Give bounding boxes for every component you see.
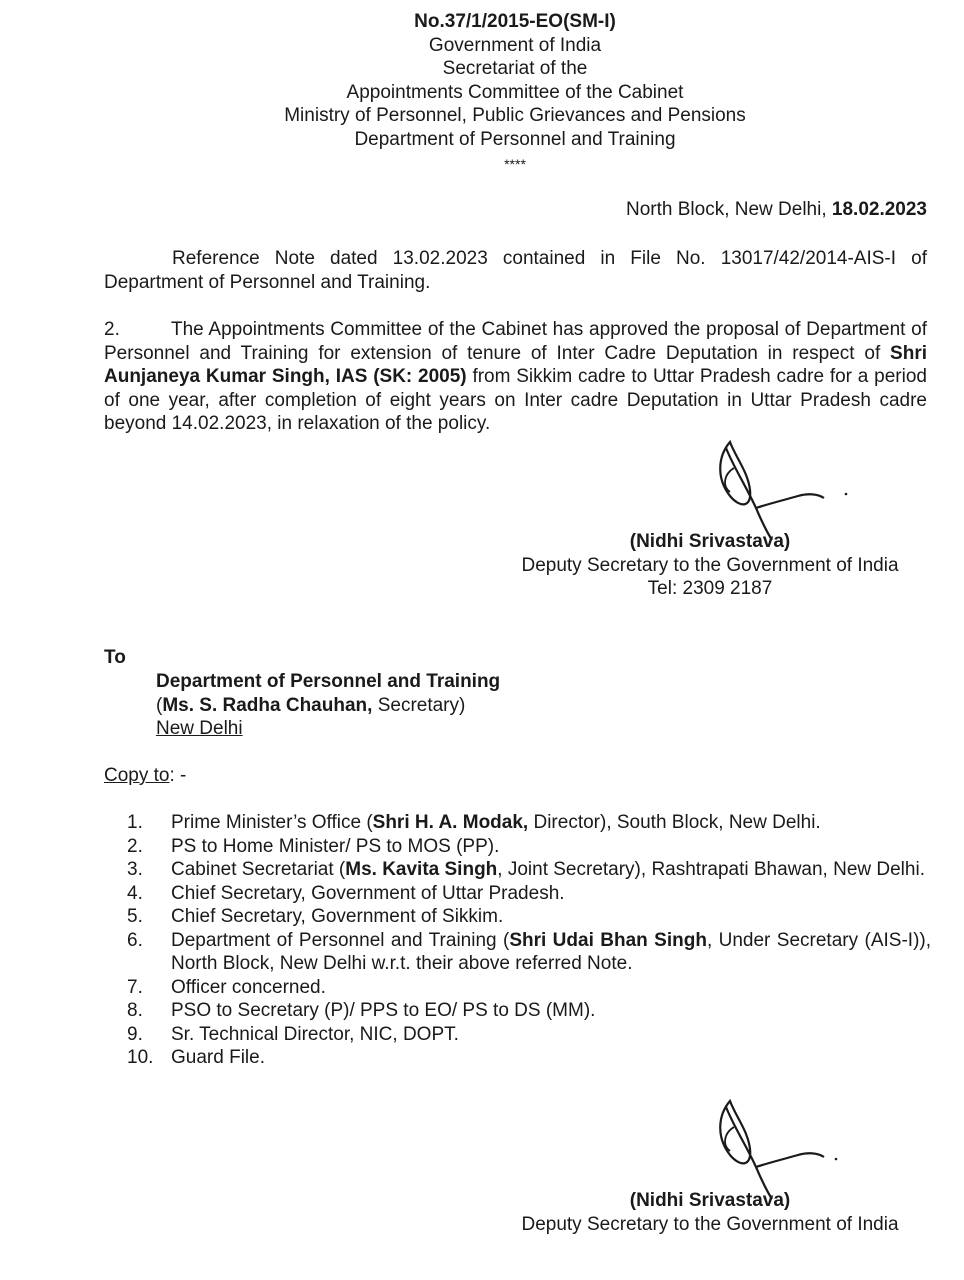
addressee-person: Ms. S. Radha Chauhan, <box>162 694 373 716</box>
header-stars: **** <box>504 156 526 172</box>
copy-to-heading <box>104 764 186 788</box>
signature-scribble-2 <box>700 1097 860 1202</box>
list-item <box>127 835 931 859</box>
list-item-number: 8. <box>127 1000 143 1021</box>
file-number: No.37/1/2015-EO(SM-I) <box>414 11 616 32</box>
addressee-city: New Delhi <box>156 718 243 739</box>
signature-block-1 <box>505 530 915 601</box>
list-item <box>127 882 931 906</box>
signature-block-2 <box>505 1189 915 1236</box>
signatory-name: (Nidhi Srivastava) <box>629 531 791 552</box>
header-line-secretariat: Secretariat of the <box>442 58 588 79</box>
copy-to-suffix: : - <box>169 765 187 786</box>
list-item <box>127 1023 931 1047</box>
list-item-text: Department of Personnel and Training (Shri Udai Bhan Singh, Under Secretary (AIS-I)), North Block, New Delhi w.r.t. their above referred Note. <box>171 929 931 974</box>
letterhead <box>0 10 964 177</box>
paragraph-approval <box>104 318 927 436</box>
addressee-department: Department of Personnel and Training <box>156 671 501 692</box>
list-item-number: 7. <box>127 976 143 998</box>
list-item <box>127 858 931 882</box>
addressee <box>156 670 500 741</box>
dateline <box>626 198 927 222</box>
paragraph-reference-text: Reference Note dated 13.02.2023 contained in File No. 13017/42/2014-AIS-I of Department of Personnel and Training. <box>104 248 927 293</box>
list-item <box>127 929 931 976</box>
paragraph-approval-part1: The Appointments Committee of the Cabinet has approved the proposal of Department of Personnel and Training for extension of tenure of Inter Cadre Deputation in respect of <box>104 319 927 364</box>
list-item <box>127 811 931 835</box>
dateline-place: North Block, New Delhi, <box>626 199 832 220</box>
list-item-number: 1. <box>127 812 143 833</box>
paragraph-number: 2. <box>104 319 120 340</box>
list-item-text: Chief Secretary, Government of Uttar Pradesh. <box>171 882 565 904</box>
header-line-acc: Appointments Committee of the Cabinet <box>346 81 684 103</box>
list-item-number: 6. <box>127 929 143 951</box>
list-item <box>127 905 931 929</box>
signatory-name: (Nidhi Srivastava) <box>629 1190 791 1211</box>
list-item-text: Prime Minister’s Office (Shri H. A. Modak, Director), South Block, New Delhi. <box>171 812 821 833</box>
officer-name: Shri Aunjaneya Kumar Singh, IAS (SK: 2005) <box>104 342 927 387</box>
copy-to-label: Copy to <box>104 765 170 786</box>
list-item-number: 2. <box>127 835 143 857</box>
list-item-number: 9. <box>127 1023 143 1045</box>
list-item-number: 4. <box>127 882 143 904</box>
to-label: To <box>104 647 126 668</box>
list-item-text: PSO to Secretary (P)/ PPS to EO/ PS to DS (MM). <box>171 1000 596 1021</box>
list-item-text: Sr. Technical Director, NIC, DOPT. <box>171 1023 459 1045</box>
list-item-number: 5. <box>127 906 143 927</box>
dateline-date: 18.02.2023 <box>831 199 927 220</box>
addressee-open-paren: ( <box>156 694 163 716</box>
list-item-text: Cabinet Secretariat (Ms. Kavita Singh, Joint Secretary), Rashtrapati Bhawan, New Delhi. <box>171 859 925 880</box>
copy-to-list <box>127 811 931 1070</box>
paragraph-reference <box>104 247 927 294</box>
list-item <box>127 999 931 1023</box>
signature-scribble-1 <box>700 438 860 543</box>
signatory-designation: Deputy Secretary to the Government of India <box>521 1213 899 1235</box>
list-item <box>127 1046 931 1070</box>
list-item-number: 3. <box>127 859 143 880</box>
list-item-number: 10. <box>127 1047 154 1068</box>
header-line-department: Department of Personnel and Training <box>354 128 676 150</box>
list-item-text: Guard File. <box>171 1047 265 1068</box>
signatory-telephone: Tel: 2309 2187 <box>647 578 773 599</box>
header-line-government: Government of India <box>428 34 602 56</box>
list-item-text: PS to Home Minister/ PS to MOS (PP). <box>171 835 500 857</box>
list-item <box>127 976 931 1000</box>
addressee-person-role: Secretary) <box>372 694 466 716</box>
paragraph-approval-part2: from Sikkim cadre to Uttar Pradesh cadre for a period of one year, after completion of eight years on Inter cadre Deputation in Uttar Pradesh cadre beyond 14.02.2023, in relaxation of the policy. <box>104 366 927 434</box>
addressee-person-line <box>156 694 500 718</box>
list-item-text: Chief Secretary, Government of Sikkim. <box>171 906 504 927</box>
list-item-text: Officer concerned. <box>171 976 326 998</box>
header-line-ministry: Ministry of Personnel, Public Grievances and Pensions <box>284 105 746 126</box>
signatory-designation: Deputy Secretary to the Government of India <box>521 554 899 576</box>
